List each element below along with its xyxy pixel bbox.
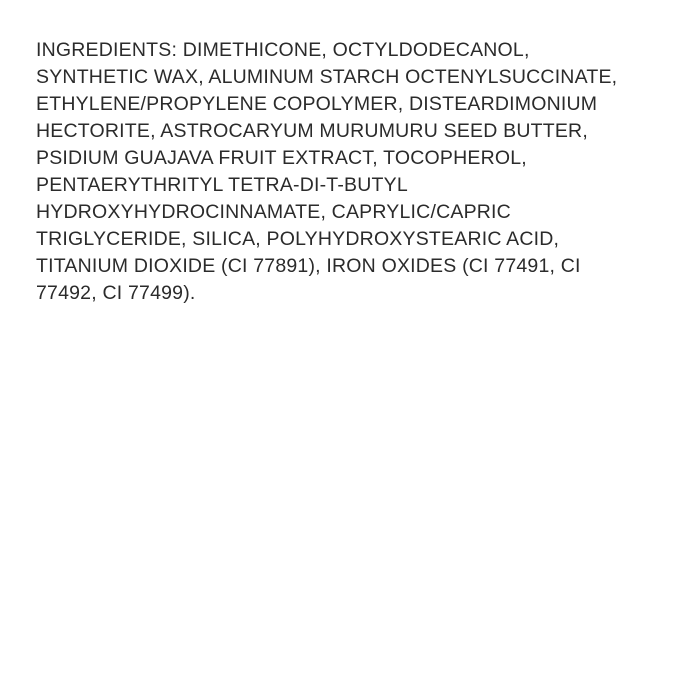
ingredients-line: TITANIUM DIOXIDE (CI 77891), IRON OXIDES (CI 77491, CI xyxy=(36,255,581,277)
ingredients-line: 77492, CI 77499). xyxy=(36,282,196,304)
ingredients-line: TRIGLYCERIDE, SILICA, POLYHYDROXYSTEARIC ACID, xyxy=(36,228,560,250)
ingredients-line: INGREDIENTS: DIMETHICONE, OCTYLDODECANOL, xyxy=(36,39,530,61)
ingredients-text xyxy=(36,37,651,307)
ingredients-line: SYNTHETIC WAX, ALUMINUM STARCH OCTENYLSUCCINATE, xyxy=(36,66,618,88)
ingredients-line: PENTAERYTHRITYL TETRA-DI-T-BUTYL xyxy=(36,174,408,196)
ingredients-line: HYDROXYHYDROCINNAMATE, CAPRYLIC/CAPRIC xyxy=(36,201,511,223)
ingredients-line: PSIDIUM GUAJAVA FRUIT EXTRACT, TOCOPHEROL, xyxy=(36,147,527,169)
ingredients-line: ETHYLENE/PROPYLENE COPOLYMER, DISTEARDIMONIUM xyxy=(36,93,598,115)
ingredients-line: HECTORITE, ASTROCARYUM MURUMURU SEED BUTTER, xyxy=(36,120,588,142)
